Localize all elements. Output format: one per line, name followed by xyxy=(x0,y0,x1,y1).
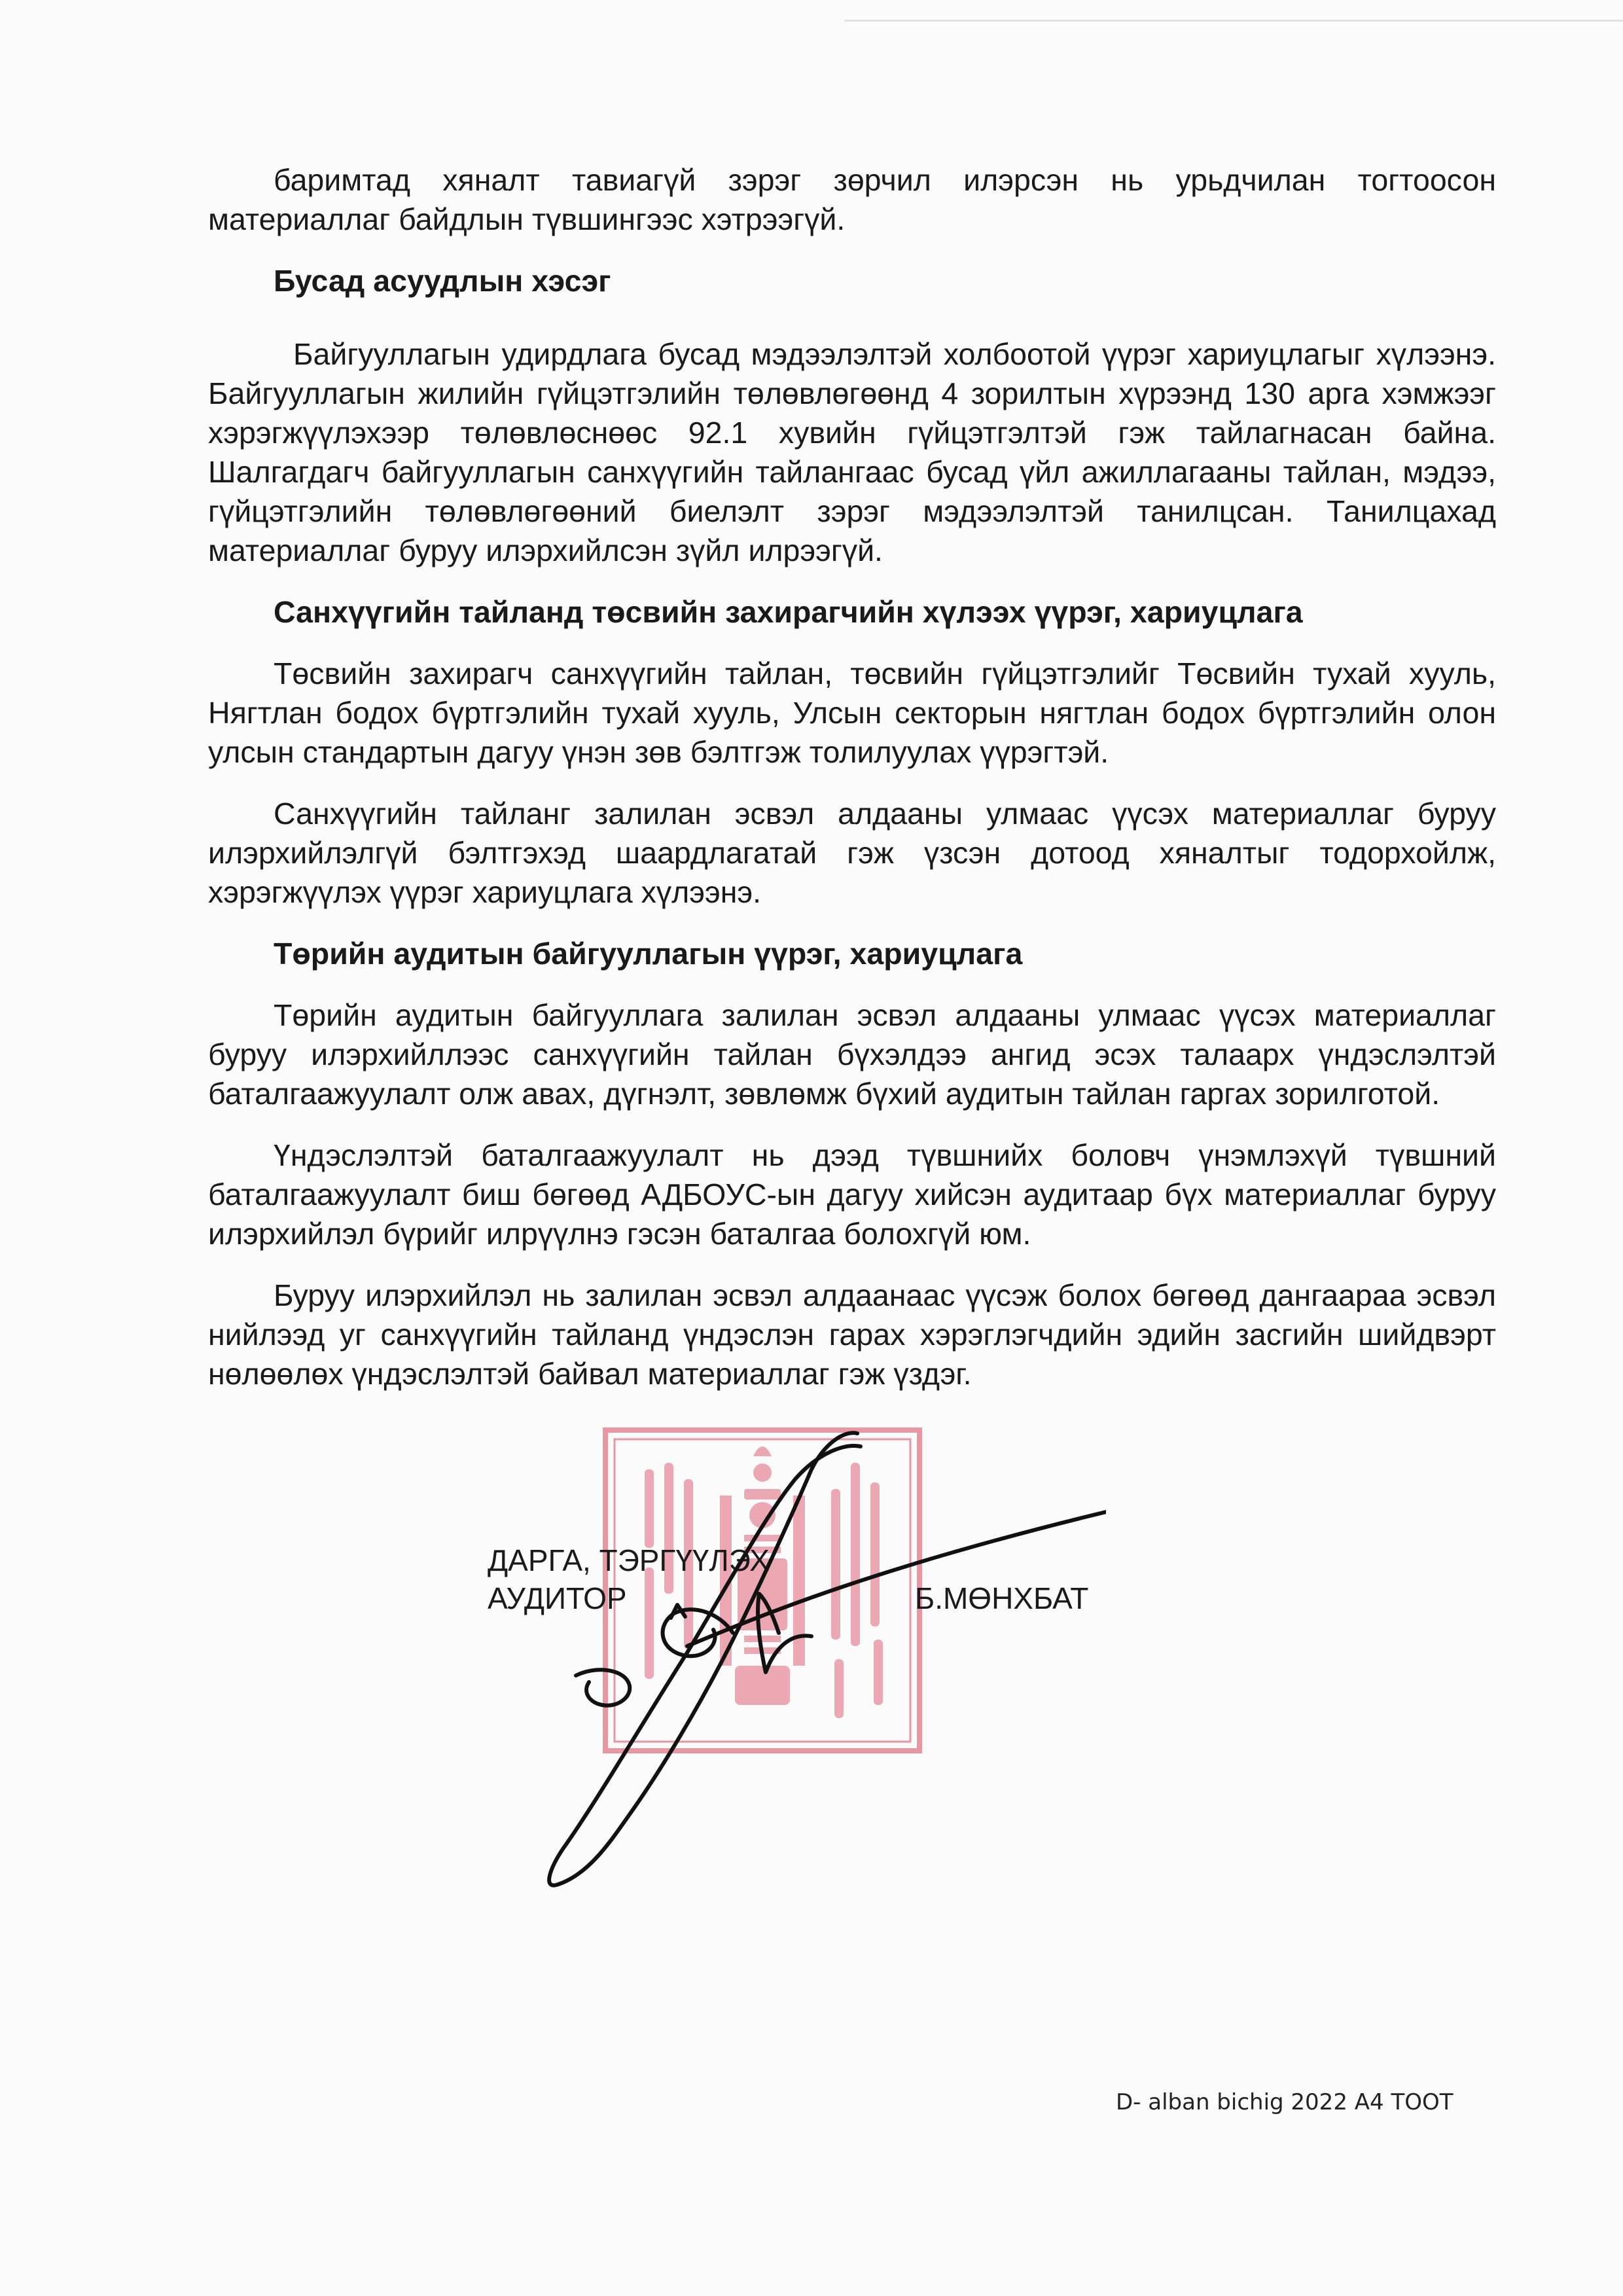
paragraph-audit-office-3: Буруу илэрхийлэл нь залилан эсвэл алдаанаас үүсэж болох бөгөөд дангаараа эсвэл нийлээд уг санхүүгийн тайланд үндэслэн гарах хэрэглэгчдийн эдийн засгийн шийдвэрт нөлөөлөх үндэслэлтэй байвал материаллаг гэж үздэг. xyxy=(208,1278,1496,1391)
heading-other-matters: Бусад асуудлын хэсэг xyxy=(274,264,611,298)
paragraph-audit-office-1: Төрийн аудитын байгууллага залилан эсвэл алдааны улмаас үүсэх материаллаг буруу илэрхийллээс санхүүгийн тайлан бүхэлдээ ангид эсэх талаарх үндэслэлтэй баталгаажуулалт олж авах, дүгнэлт, зөвлөмж бүхий аудитын тайлан гаргах зорилготой. xyxy=(208,998,1496,1111)
heading-budget-manager-responsibility: Санхүүгийн тайланд төсвийн захирагчийн хүлээх үүрэг, хариуцлага xyxy=(274,595,1303,629)
signatory-title-line2: АУДИТОР xyxy=(488,1581,627,1615)
paragraph-continuation: баримтад хяналт тавиагүй зэрэг зөрчил илэрсэн нь урьдчилан тогтоосон материаллаг байдлын түвшингээс хэтрээгүй. xyxy=(208,163,1496,236)
paragraph-other-info: Байгууллагын удирдлага бусад мэдээлэлтэй холбоотой үүрэг хариуцлагыг хүлээнэ. Байгууллагын жилийн гүйцэтгэлийн төлөвлөгөөнд 4 зорилтын хүрээнд 130 арга хэмжээг хэрэгжүүлэхээр төлөвлөснөөс 92.1 хувийн гүйцэтгэлтэй гэж тайлагнасан байна. Шалгагдагч байгууллагын санхүүгийн тайлангаас бусад үйл ажиллагааны тайлан, мэдээ, гүйцэтгэлийн төлөвлөгөөний биелэлт зэрэг мэдээлэлтэй танилцсан. Танилцахад материаллаг буруу илэрхийлсэн зүйл илрээгүй. xyxy=(208,337,1496,567)
document-footer-code: D- alban bichig 2022 A4 TOOT xyxy=(1116,2089,1454,2115)
document-body xyxy=(208,160,1496,1393)
handwritten-signature xyxy=(537,1417,1106,1888)
paragraph-budget-manager-2: Санхүүгийн тайланг залилан эсвэл алдааны улмаас үүсэх материаллаг буруу илэрхийлэлгүй бэлтгэхэд шаардлагатай гэж үзсэн дотоод хяналтыг тодорхойлж, хэрэгжүүлэх үүрэг хариуцлага хүлээнэ. xyxy=(208,797,1496,909)
signatory-title-line1: ДАРГА, ТЭРГҮҮЛЭХ xyxy=(488,1543,770,1577)
paragraph-budget-manager-1: Төсвийн захирагч санхүүгийн тайлан, төсвийн гүйцэтгэлийг Төсвийн тухай хууль, Нягтлан бодох бүртгэлийн тухай хууль, Улсын секторын нягтлан бодох бүртгэлийн олон улсын стандартын дагуу үнэн зөв бэлтгэж толилуулах үүрэгтэй. xyxy=(208,656,1496,769)
signatory-name: Б.МӨНХБАТ xyxy=(915,1581,1089,1615)
heading-audit-office-responsibility: Төрийн аудитын байгууллагын үүрэг, хариуцлага xyxy=(274,937,1023,971)
paragraph-audit-office-2: Үндэслэлтэй баталгаажуулалт нь дээд түвшнийх боловч үнэмлэхүй түвшний баталгаажуулалт биш бөгөөд АДБОУС-ын дагуу хийсэн аудитаар бүх материаллаг буруу илэрхийлэл бүрийг илрүүлнэ гэсэн баталгаа болохгүй юм. xyxy=(208,1138,1496,1251)
scan-edge-line xyxy=(844,20,1623,22)
